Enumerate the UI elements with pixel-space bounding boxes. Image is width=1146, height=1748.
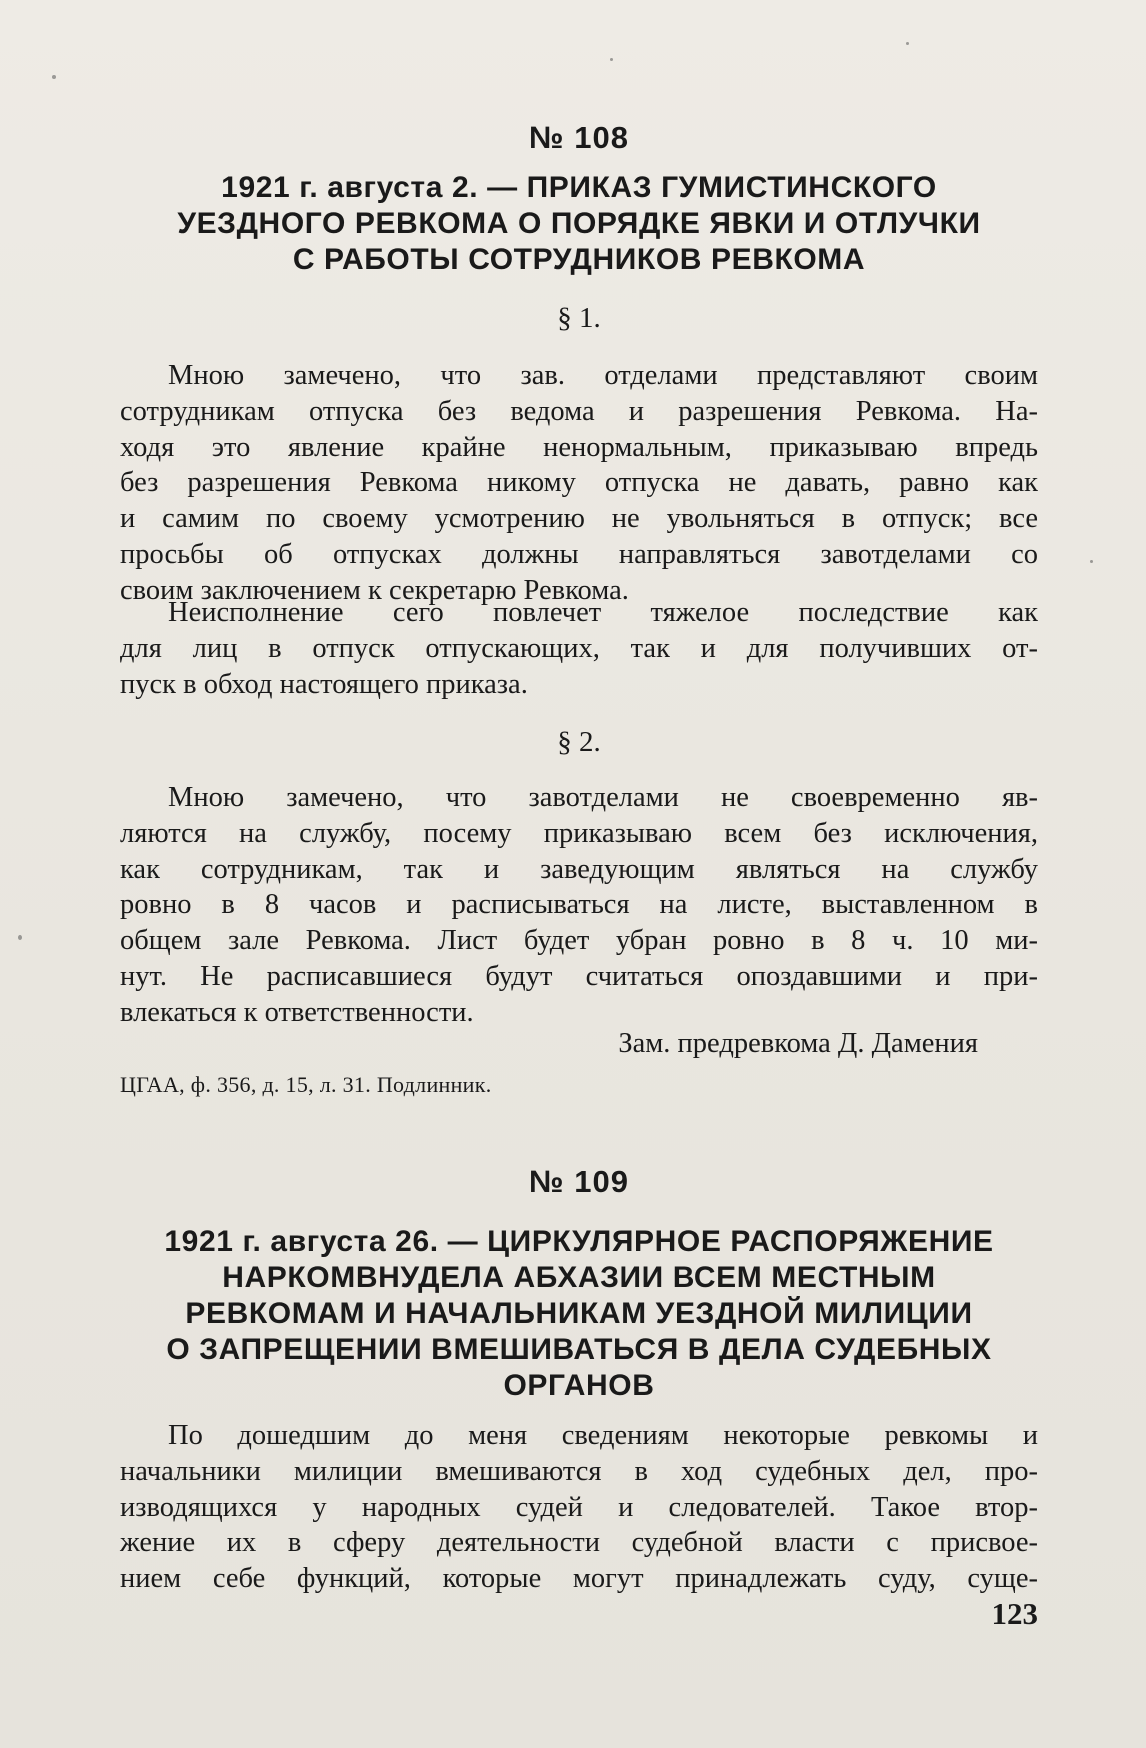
scan-speck [906,42,909,45]
document-title-109 [120,1224,1038,1404]
title-line: 1921 г. августа 2. — ПРИКАЗ ГУМИСТИНСКОГО [221,171,937,204]
title-line: 1921 г. августа 26. — ЦИРКУЛЯРНОЕ РАСПОРЯЖЕНИЕ [164,1225,994,1258]
text-line: влекаться к ответственности. [120,996,474,1028]
text-line: просьбы об отпусках должны направляться завотделами со [120,538,1038,570]
text-line: нием себе функций, которые могут принадлежать суду, суще- [120,1563,1038,1595]
text-line: нут. Не расписавшиеся будут считаться опоздавшими и при- [120,960,1038,992]
text-line: ходя это явление крайне ненормальным, приказываю впредь [120,431,1038,463]
paragraph-108-2 [120,595,1038,702]
scan-speck [18,935,22,940]
paragraph-108-1 [120,358,1038,609]
text-line: начальники милиции вмешиваются в ход судебных дел, про- [120,1455,1038,1487]
document-number-108: № 108 [529,120,629,155]
signature: Зам. предревкома Д. Дамения [618,1028,978,1059]
text-line: общем зале Ревкома. Лист будет убран ровно в 8 ч. 10 ми- [120,925,1038,957]
section-heading-2: § 2. [557,726,601,758]
text-line: По дошедшим до меня сведениям некоторые ревкомы и [168,1420,1038,1451]
text-line: изводящихся у народных судей и следователей. Такое втор- [120,1491,1038,1523]
title-line: УЕЗДНОГО РЕВКОМА О ПОРЯДКЕ ЯВКИ И ОТЛУЧКИ [177,207,981,240]
text-line: жение их в сферу деятельности судебной власти с присвое- [120,1527,1038,1559]
document-title-108 [120,170,1038,278]
paragraph-108-3 [120,780,1038,1031]
text-line: Мною замечено, что завотделами не своевременно яв- [168,782,1038,813]
text-line: ровно в 8 часов и расписываться на листе, выставленном в [120,889,1038,921]
text-line: как сотрудникам, так и заведующим являться на службу [120,853,1038,885]
text-line: и самим по своему усмотрению не увольняться в отпуск; все [120,503,1038,535]
paragraph-109-1 [120,1418,1038,1597]
scan-speck [610,58,613,61]
text-line: ляются на службу, посему приказываю всем без исключения, [120,817,1038,849]
title-line: ОРГАНОВ [503,1369,655,1402]
section-heading-1: § 1. [557,302,601,334]
scan-speck [1090,560,1093,563]
title-line: О ЗАПРЕЩЕНИИ ВМЕШИВАТЬСЯ В ДЕЛА СУДЕБНЫХ [166,1333,992,1366]
title-line: С РАБОТЫ СОТРУДНИКОВ РЕВКОМА [292,243,866,276]
text-line: без разрешения Ревкома никому отпуска не давать, равно как [120,467,1038,499]
title-line: РЕВКОМАМ И НАЧАЛЬНИКАМ УЕЗДНОЙ МИЛИЦИИ [185,1297,973,1330]
title-line: НАРКОМВНУДЕЛА АБХАЗИИ ВСЕМ МЕСТНЫМ [222,1261,936,1294]
text-line: сотрудникам отпуска без ведома и разрешения Ревкома. На- [120,395,1038,427]
text-line: своим заключением к секретарю Ревкома. [120,574,629,606]
text-line: для лиц в отпуск отпускающих, так и для получивших от- [120,632,1038,664]
text-line: Мною замечено, что зав. отделами представляют своим [168,360,1038,391]
scan-speck [52,75,56,79]
text-line: Неисполнение сего повлечет тяжелое последствие как [168,597,1038,628]
text-line: пуск в обход настоящего приказа. [120,668,528,700]
archive-source: ЦГАА, ф. 356, д. 15, л. 31. Подлинник. [120,1072,492,1097]
page-number: 123 [991,1596,1038,1631]
document-number-109: № 109 [529,1164,629,1199]
